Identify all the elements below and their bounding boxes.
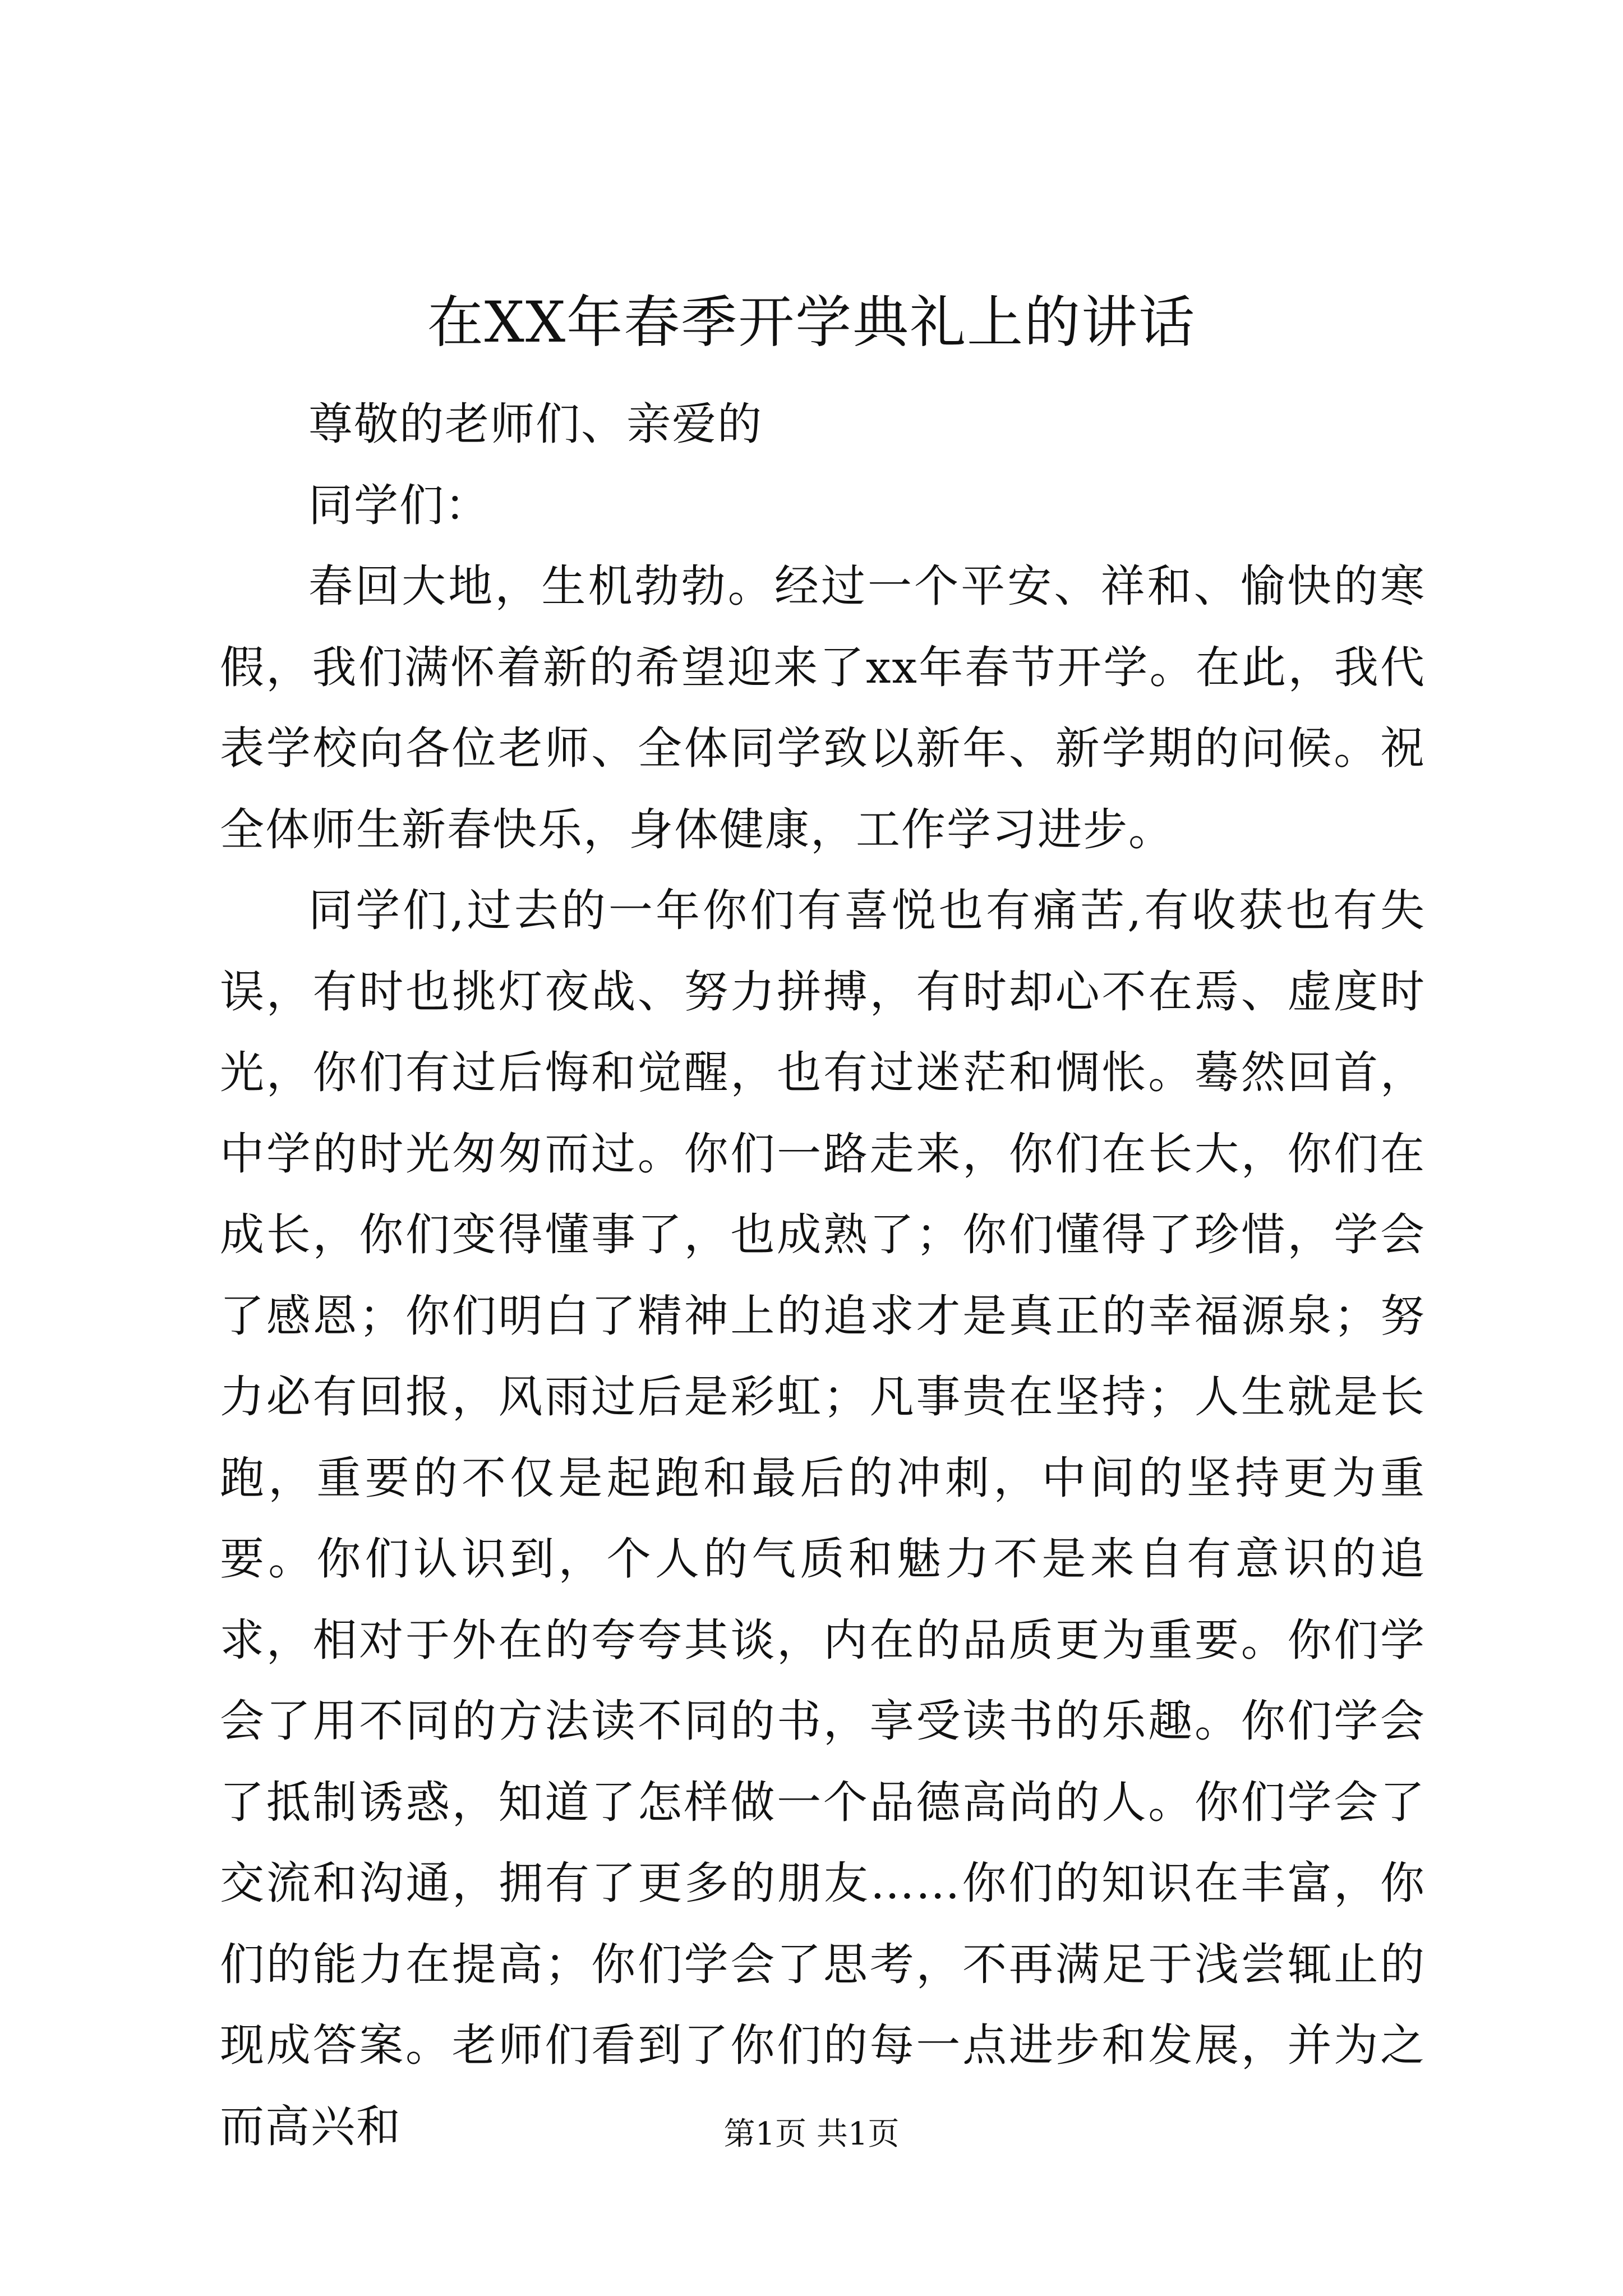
- salutation-line-2: 同学们：: [308, 479, 490, 531]
- document-body: [220, 384, 1426, 2167]
- page-footer: 第1页 共1页: [723, 2116, 900, 2152]
- document-title: 在XX年春季开学典礼上的讲话: [427, 289, 1196, 355]
- salutation-line-1: 尊敬的老师们、亲爱的: [308, 398, 763, 450]
- paragraph-review: 同学们,过去的一年你们有喜悦也有痛苦,有收获也有失误，有时也挑灯夜战、努力拼搏，有时却心不在焉、虚度时光，你们有过后悔和觉醒，也有过迷茫和惆怅。蓦然回首，中学的时光匆匆而过。你们一路走来，你们在长大，你们在成长，你们变得懂事了，也成熟了；你们懂得了珍惜，学会了感恩；你们明白了精神上的追求才是真正的幸福源泉；努力必有回报，风雨过后是彩虹；凡事贵在坚持；人生就是长跑，重要的不仅是起跑和最后的冲刺，中间的坚持更为重要。你们认识到，个人的气质和魅力不是来自有意识的追求，相对于外在的夸夸其谈，内在的品质更为重要。你们学会了用不同的方法读不同的书，享受读书的乐趣。你们学会了抵制诱惑，知道了怎样做一个品德高尚的人。你们学会了交流和沟通，拥有了更多的朋友……你们的知识在丰富，你们的能力在提高；你们学会了思考，不再满足于浅尝辄止的现成答案。老师们看到了你们的每一点进步和发展，并为之而高兴和: [220, 885, 1426, 2152]
- paragraph-greeting: 春回大地，生机勃勃。经过一个平安、祥和、愉快的寒假，我们满怀着新的希望迎来了xx年春节开学。在此，我代表学校向各位老师、全体同学致以新年、新学期的问候。祝全体师生新春快乐，身体健康，工作学习进步。: [220, 560, 1426, 855]
